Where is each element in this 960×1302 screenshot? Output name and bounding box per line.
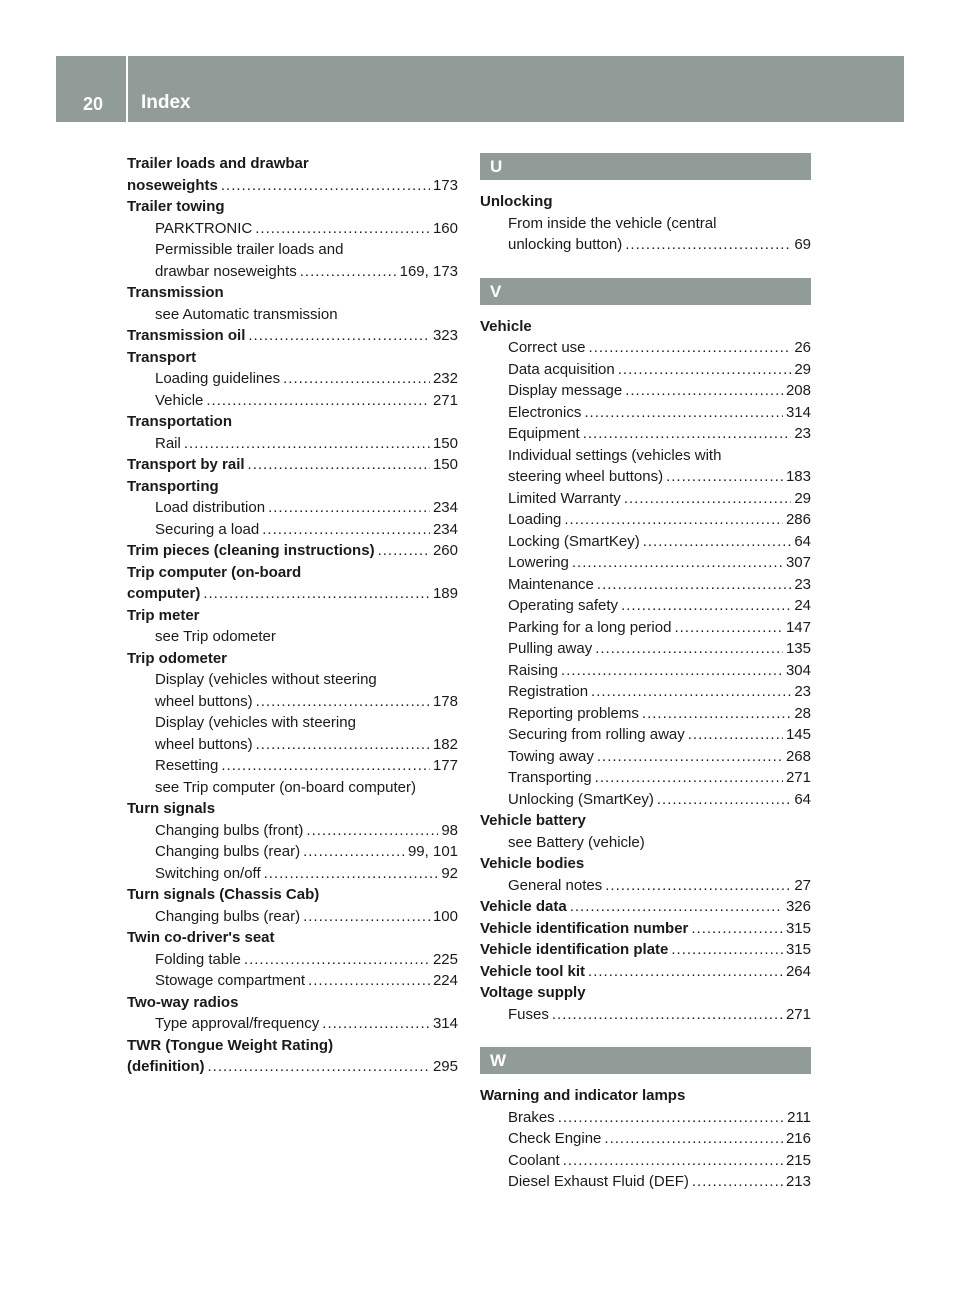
index-subentry <box>480 445 811 467</box>
page-reference: 27 <box>794 876 811 894</box>
page-reference: 150 <box>432 434 458 452</box>
index-subentry <box>127 239 458 261</box>
index-subentry <box>480 466 811 488</box>
page-number-text: 20 <box>83 94 104 114</box>
page-reference: 178 <box>432 692 458 710</box>
section-letter-u: U <box>480 153 811 180</box>
index-entry <box>480 961 811 983</box>
entry-text: Correct use <box>508 339 586 356</box>
index-subentry <box>480 574 811 596</box>
page-reference: 28 <box>794 704 811 722</box>
entry-text: wheel buttons) <box>155 692 253 710</box>
page-reference: 307 <box>785 554 811 571</box>
page-reference: 189 <box>432 585 458 602</box>
entry-text: see Trip computer (on-board computer) <box>155 778 416 796</box>
page-reference: 215 <box>785 1151 811 1169</box>
page-reference: 26 <box>794 339 811 356</box>
index-entry <box>480 1085 811 1107</box>
page-reference: 182 <box>432 735 458 753</box>
index-entry <box>127 583 458 605</box>
page-reference: 69 <box>794 236 811 253</box>
entry-text: Permissible trailer loads and <box>155 241 344 258</box>
entry-text: Type approval/frequency <box>155 1015 320 1032</box>
entry-text: Lowering <box>508 554 569 571</box>
page-reference: 314 <box>785 403 811 421</box>
leader-dots <box>572 552 783 574</box>
entry-text: Towing away <box>508 747 594 765</box>
entry-text: Data acquisition <box>508 360 615 378</box>
index-subentry <box>480 1107 811 1129</box>
leader-dots <box>625 380 783 402</box>
index-subentry <box>127 218 458 240</box>
index-subentry <box>480 660 811 682</box>
leader-dots <box>308 970 430 992</box>
index-entry <box>127 648 458 670</box>
index-entry <box>127 562 458 584</box>
section-gap <box>480 256 811 278</box>
page-number <box>56 56 126 122</box>
entry-text: Vehicle identification plate <box>480 941 669 958</box>
leader-dots <box>552 1004 783 1026</box>
leader-dots <box>589 337 792 359</box>
entry-text: Transporting <box>508 769 592 786</box>
entry-text: Transmission oil <box>127 327 246 344</box>
page-reference: 326 <box>785 898 811 915</box>
entry-text: Operating safety <box>508 597 619 614</box>
index-subentry <box>127 691 458 713</box>
entry-text: computer) <box>127 585 201 602</box>
index-subentry <box>480 789 811 811</box>
index-subentry <box>480 638 811 660</box>
entry-text: Twin co-driver's seat <box>127 929 275 946</box>
index-subentry <box>480 703 811 725</box>
entry-text: Trip meter <box>127 606 200 624</box>
entry-text: Trailer towing <box>127 198 225 215</box>
index-column-right <box>480 153 811 1193</box>
index-subentry <box>480 746 811 768</box>
page-reference: 304 <box>785 661 811 679</box>
index-subentry <box>127 841 458 863</box>
index-subentry <box>480 423 811 445</box>
index-entry <box>127 476 458 498</box>
entry-text: Diesel Exhaust Fluid (DEF) <box>508 1173 689 1190</box>
entry-text: Securing from rolling away <box>508 726 685 743</box>
index-subentry <box>480 380 811 402</box>
leader-dots <box>378 540 430 562</box>
entry-text: Fuses <box>508 1005 549 1023</box>
entry-text: Brakes <box>508 1108 555 1126</box>
index-subentry <box>480 488 811 510</box>
entry-text: Two-way radios <box>127 993 239 1011</box>
index-subentry <box>127 261 458 283</box>
entry-text: General notes <box>508 876 603 894</box>
entry-text: Equipment <box>508 425 580 442</box>
page-reference: 271 <box>432 391 458 409</box>
entry-text: Trim pieces (cleaning instructions) <box>127 542 375 559</box>
index-subentry <box>127 820 458 842</box>
leader-dots <box>692 1171 783 1193</box>
entry-text: Unlocking <box>480 193 553 210</box>
entry-text: Changing bulbs (rear) <box>155 843 301 860</box>
page-reference: 323 <box>432 327 458 344</box>
entry-text: Transport by rail <box>127 456 245 473</box>
index-subentry <box>127 433 458 455</box>
entry-text: steering wheel buttons) <box>508 468 664 485</box>
entry-text: Pulling away <box>508 640 593 657</box>
entry-text: Rail <box>155 434 181 452</box>
entry-text: Maintenance <box>508 575 594 593</box>
index-subentry <box>480 1128 811 1150</box>
entry-text: Locking (SmartKey) <box>508 532 640 550</box>
page-reference: 260 <box>432 542 458 559</box>
index-subentry <box>127 755 458 777</box>
index-entry <box>480 918 811 940</box>
leader-dots <box>561 660 783 682</box>
index-subentry <box>480 531 811 553</box>
index-subentry <box>480 595 811 617</box>
page-reference: 286 <box>785 511 811 528</box>
index-entry <box>127 411 458 433</box>
index-entry <box>127 325 458 347</box>
leader-dots <box>206 390 430 412</box>
leader-dots <box>256 734 430 756</box>
leader-dots <box>657 789 791 811</box>
entry-text: wheel buttons) <box>155 735 253 753</box>
leader-dots <box>207 1056 429 1078</box>
index-entry <box>480 896 811 918</box>
page-reference: 100 <box>432 907 458 925</box>
index-entry <box>127 282 458 304</box>
leader-dots <box>595 767 783 789</box>
index-entry <box>480 982 811 1004</box>
leader-dots <box>597 746 783 768</box>
leader-dots <box>268 497 430 519</box>
page-reference: 98 <box>441 821 458 839</box>
index-entry <box>127 1035 458 1057</box>
page-reference: 29 <box>794 360 811 378</box>
leader-dots <box>558 1107 784 1129</box>
entry-text: Parking for a long period <box>508 618 672 636</box>
page-reference: 295 <box>432 1058 458 1075</box>
index-entry <box>127 884 458 906</box>
index-entry <box>127 605 458 627</box>
index-subentry <box>480 337 811 359</box>
leader-dots <box>688 724 783 746</box>
page-reference: 64 <box>794 532 811 550</box>
entry-text: Reporting problems <box>508 704 639 722</box>
leader-dots <box>255 218 430 240</box>
page-reference: 234 <box>432 520 458 538</box>
entry-text: Transporting <box>127 477 219 495</box>
entry-text: Display (vehicles without steering <box>155 671 377 688</box>
entry-text: Vehicle <box>155 391 204 409</box>
leader-dots <box>605 875 791 897</box>
entry-text: see Trip odometer <box>155 628 276 645</box>
page-reference: 177 <box>432 757 458 774</box>
leader-dots <box>597 574 791 596</box>
leader-dots <box>283 368 430 390</box>
leader-dots <box>621 595 791 617</box>
leader-dots <box>618 359 792 381</box>
leader-dots <box>248 454 430 476</box>
entry-text: Turn signals (Chassis Cab) <box>127 886 320 903</box>
entry-text: Electronics <box>508 403 582 421</box>
entry-text: Vehicle battery <box>480 812 586 829</box>
entry-text: Unlocking (SmartKey) <box>508 790 654 808</box>
leader-dots <box>221 175 430 197</box>
entry-text: Display message <box>508 382 623 399</box>
index-subentry <box>127 863 458 885</box>
index-subentry <box>480 832 811 854</box>
page-reference: 23 <box>794 425 811 442</box>
entry-text: TWR (Tongue Weight Rating) <box>127 1036 334 1054</box>
entry-text: Transportation <box>127 413 233 430</box>
page-reference: 271 <box>785 1005 811 1023</box>
entry-text: Folding table <box>155 950 241 968</box>
index-subentry <box>480 767 811 789</box>
index-entry <box>127 153 458 175</box>
entry-text: Stowage compartment <box>155 972 306 989</box>
leader-dots <box>671 939 783 961</box>
leader-dots <box>666 466 783 488</box>
entry-text: Check Engine <box>508 1130 602 1147</box>
index-entry <box>127 927 458 949</box>
index-subentry <box>480 875 811 897</box>
index-subentry <box>480 402 811 424</box>
index-subentry <box>127 368 458 390</box>
entry-text: Changing bulbs (front) <box>155 821 304 839</box>
index-subentry <box>480 552 811 574</box>
page-reference: 29 <box>794 489 811 507</box>
index-subentry <box>127 497 458 519</box>
entry-text: Vehicle data <box>480 898 567 915</box>
section-letter-v: V <box>480 278 811 305</box>
index-subentry <box>480 1171 811 1193</box>
page-reference: 92 <box>441 864 458 882</box>
page-reference: 264 <box>785 962 811 980</box>
page-reference: 24 <box>794 597 811 614</box>
entry-text: Vehicle tool kit <box>480 962 586 980</box>
leader-dots <box>643 531 792 553</box>
entry-text: Vehicle identification number <box>480 919 689 937</box>
leader-dots <box>570 896 783 918</box>
entry-text: PARKTRONIC <box>155 219 253 237</box>
entry-text: Limited Warranty <box>508 489 621 507</box>
leader-dots <box>563 1150 783 1172</box>
leader-dots <box>584 402 783 424</box>
leader-dots <box>303 906 430 928</box>
index-subentry <box>127 304 458 326</box>
index-subentry <box>127 669 458 691</box>
index-entry <box>480 853 811 875</box>
entry-text: Changing bulbs (rear) <box>155 907 301 925</box>
leader-dots <box>262 519 430 541</box>
entry-text: Loading guidelines <box>155 370 281 387</box>
leader-dots <box>588 961 783 983</box>
page-title: Index <box>141 92 191 113</box>
leader-dots <box>184 433 430 455</box>
leader-dots <box>306 820 438 842</box>
index-subentry <box>480 213 811 235</box>
page-reference: 173 <box>432 176 458 194</box>
index-subentry <box>127 777 458 799</box>
entry-text: Switching on/off <box>155 864 261 882</box>
header-divider <box>126 56 128 122</box>
index-subentry <box>127 519 458 541</box>
index-entry <box>127 454 458 476</box>
page-reference: 271 <box>785 769 811 786</box>
page-reference: 208 <box>785 382 811 399</box>
entry-text: see Battery (vehicle) <box>508 833 645 851</box>
leader-dots <box>256 691 430 713</box>
entry-text: Turn signals <box>127 800 216 817</box>
page-reference: 211 <box>787 1108 811 1126</box>
page-reference: 234 <box>432 499 458 516</box>
page-reference: 213 <box>785 1173 811 1190</box>
page-reference: 160 <box>432 219 458 237</box>
page-reference: 225 <box>432 950 458 968</box>
index-entry <box>480 191 811 213</box>
entry-text: drawbar noseweights <box>155 262 297 280</box>
index-subentry <box>127 949 458 971</box>
entry-text: Vehicle bodies <box>480 855 585 872</box>
index-column-left <box>127 153 458 1078</box>
index-subentry <box>480 234 811 256</box>
entry-text: Individual settings (vehicles with <box>508 446 722 464</box>
index-entry <box>480 939 811 961</box>
index-subentry <box>480 359 811 381</box>
entry-text: Coolant <box>508 1151 560 1169</box>
index-entry <box>127 175 458 197</box>
section-letter-w: W <box>480 1047 811 1074</box>
index-entry <box>127 540 458 562</box>
index-subentry <box>480 681 811 703</box>
index-entry <box>127 196 458 218</box>
leader-dots <box>221 755 430 777</box>
page-reference: 232 <box>432 370 458 387</box>
entry-text: Loading <box>508 511 562 528</box>
page-reference: 23 <box>794 575 811 593</box>
index-subentry <box>127 626 458 648</box>
entry-text: Voltage supply <box>480 984 586 1001</box>
leader-dots <box>300 261 397 283</box>
page-reference: 315 <box>785 941 811 958</box>
page-reference: 268 <box>785 747 811 765</box>
index-subentry <box>127 970 458 992</box>
leader-dots <box>625 234 791 256</box>
entry-text: Resetting <box>155 757 219 774</box>
entry-text: Warning and indicator lamps <box>480 1087 686 1104</box>
leader-dots <box>642 703 791 725</box>
entry-text: Trip computer (on-board <box>127 563 302 581</box>
page-reference: 145 <box>785 726 811 743</box>
entry-text: Load distribution <box>155 499 266 516</box>
index-entry <box>480 316 811 338</box>
index-entry <box>127 1056 458 1078</box>
index-subentry <box>127 734 458 756</box>
page-reference: 99, 101 <box>407 843 458 860</box>
leader-dots <box>583 423 792 445</box>
index-subentry <box>127 390 458 412</box>
leader-dots <box>595 638 783 660</box>
leader-dots <box>591 681 791 703</box>
leader-dots <box>322 1013 430 1035</box>
index-entry <box>127 992 458 1014</box>
leader-dots <box>564 509 783 531</box>
page-reference: 216 <box>785 1130 811 1147</box>
index-entry <box>127 798 458 820</box>
entry-text: Transport <box>127 348 197 366</box>
entry-text: From inside the vehicle (central <box>508 214 717 232</box>
section-gap <box>480 1025 811 1047</box>
leader-dots <box>303 841 405 863</box>
entry-text: Securing a load <box>155 520 260 538</box>
index-entry <box>480 810 811 832</box>
page-reference: 169, 173 <box>399 262 458 280</box>
leader-dots <box>674 617 783 639</box>
entry-text: Trailer loads and drawbar <box>127 155 309 172</box>
page-reference: 224 <box>432 972 458 989</box>
page-reference: 135 <box>785 640 811 657</box>
entry-text: Display (vehicles with steering <box>155 714 356 731</box>
leader-dots <box>604 1128 783 1150</box>
entry-text: unlocking button) <box>508 236 623 253</box>
index-subentry <box>480 1004 811 1026</box>
page-reference: 23 <box>794 683 811 700</box>
page-reference: 314 <box>432 1015 458 1032</box>
entry-text: Raising <box>508 661 559 679</box>
index-subentry <box>127 712 458 734</box>
leader-dots <box>248 325 430 347</box>
page-reference: 64 <box>794 790 811 808</box>
index-subentry <box>480 1150 811 1172</box>
leader-dots <box>244 949 430 971</box>
page-reference: 147 <box>785 618 811 636</box>
page-reference: 183 <box>785 468 811 485</box>
index-subentry <box>480 724 811 746</box>
entry-text: Transmission <box>127 284 224 301</box>
index-entry <box>127 347 458 369</box>
index-subentry <box>127 906 458 928</box>
page-reference: 315 <box>785 919 811 937</box>
entry-text: Registration <box>508 683 589 700</box>
entry-text: noseweights <box>127 176 218 194</box>
index-subentry <box>480 617 811 639</box>
page-reference: 150 <box>432 456 458 473</box>
entry-text: Vehicle <box>480 317 532 335</box>
leader-dots <box>624 488 792 510</box>
leader-dots <box>203 583 430 605</box>
leader-dots <box>264 863 439 885</box>
entry-text: Trip odometer <box>127 649 228 667</box>
entry-text: (definition) <box>127 1058 205 1075</box>
entry-text: see Automatic transmission <box>155 305 338 323</box>
leader-dots <box>691 918 783 940</box>
index-subentry <box>127 1013 458 1035</box>
index-subentry <box>480 509 811 531</box>
